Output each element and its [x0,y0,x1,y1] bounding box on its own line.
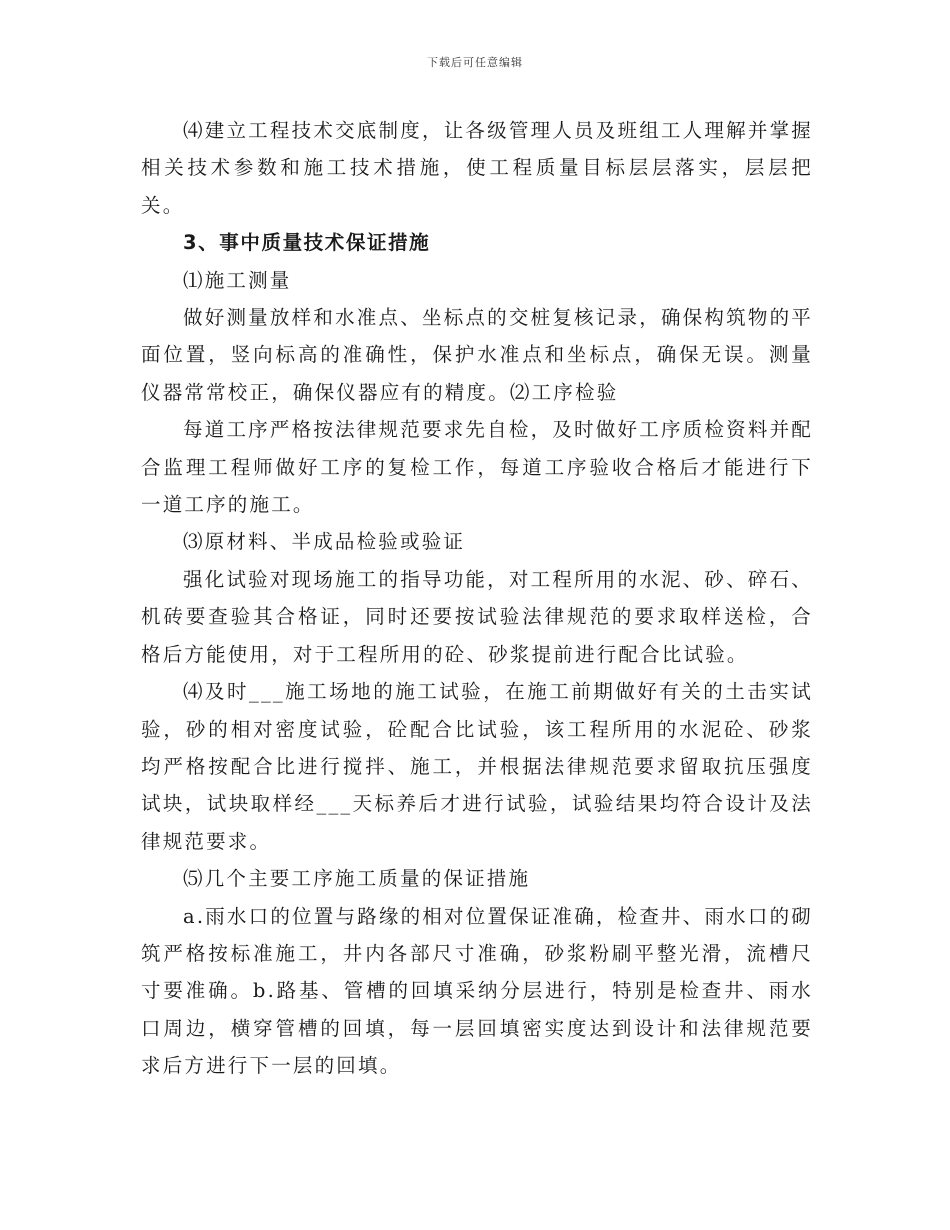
subheading-material-inspection: ⑶原材料、半成品检验或验证 [183,530,466,554]
paragraph-key-process-details: a.雨水口的位置与路缘的相对位置保证准确，检查井、雨水口的砌筑严格按标准施工，井内各部尺寸准确，砂浆粉刷平整光滑，流槽尺寸要准确。b.路基、管槽的回填采纳分层进行，特别是检查井、雨水口周边，横穿管槽的回填，每一层回填密实度达到设计和法律规范要求后方进行下一层的回填。 [141,904,813,1078]
paragraph-tech-briefing: ⑷建立工程技术交底制度，让各级管理人员及班组工人理解并掌握相关技术参数和施工技术措施，使工程质量目标层层落实，层层把关。 [141,119,813,217]
subheading-construction-survey: ⑴施工测量 [183,268,292,292]
paragraph-process-inspection: 每道工序严格按法律规范要求先自检，及时做好工序质检资料并配合监理工程师做好工序的复检工作，每道工序验收合格后才能进行下一道工序的施工。 [141,418,813,517]
section-heading-in-process-quality: 3、事中质量技术保证措施 [183,231,431,255]
subheading-key-process-measures: ⑸几个主要工序施工质量的保证措施 [183,867,531,891]
document-body [141,112,813,1085]
paragraph-survey-details: 做好测量放样和水准点、坐标点的交桩复核记录，确保构筑物的平面位置，竖向标高的准确性，保护水准点和坐标点，确保无误。测量仪器常常校正，确保仪器应有的精度。⑵工序检验 [141,306,813,404]
paragraph-material-testing: 强化试验对现场施工的指导功能，对工程所用的水泥、砂、碎石、机砖要查验其合格证，同时还要按试验法律规范的要求取样送检，合格后方能使用，对于工程所用的砼、砂浆提前进行配合比试验。 [141,567,813,666]
paragraph-site-testing: ⑷及时___施工场地的施工试验，在施工前期做好有关的土击实试验，砂的相对密度试验，砼配合比试验，该工程所用的水泥砼、砂浆均严格按配合比进行搅拌、施工，并根据法律规范要求留取抗压强度试块，试块取样经___天标养后才进行试验，试验结果均符合设计及法律规范要求。 [141,680,813,853]
page-header: 下载后可任意编辑 [427,56,523,69]
